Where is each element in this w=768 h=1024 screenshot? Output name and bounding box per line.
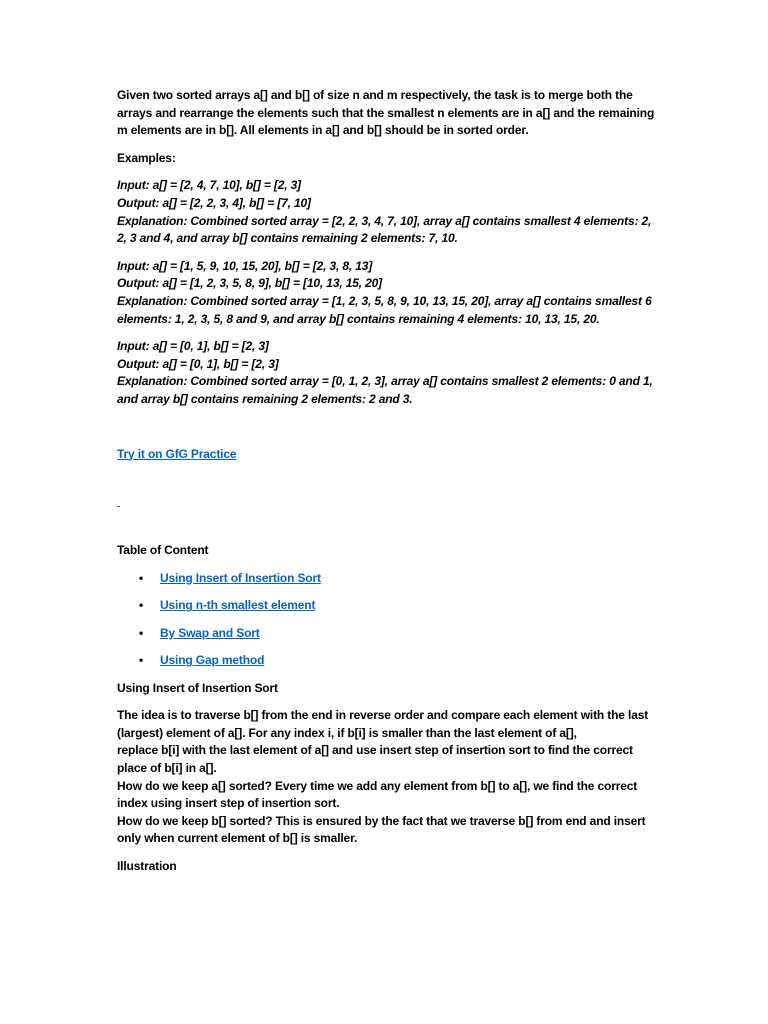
section-line-3: How do we keep a[] sorted? Every time we add any element from b[] to a[], we find the correct index using insert step of insertion sort. (117, 778, 638, 811)
bullet-icon: • (139, 653, 144, 668)
bullet-icon: • (139, 570, 144, 585)
toc-list (117, 570, 657, 680)
document-page (117, 87, 657, 876)
section-body (117, 707, 657, 848)
example-3-explanation: Explanation: Combined sorted array = [0, 1, 2, 3], array a[] contains smallest 2 elements: 0 and 1, and array b[] contains remaining 2 elements: 2 and 3. (117, 374, 653, 406)
example-3-output: Output: a[] = [0, 1], b[] = [2, 3] (117, 356, 279, 371)
empty-link[interactable] (117, 493, 145, 511)
section-line-1: The idea is to traverse b[] from the end in reverse order and compare each element with the last (largest) element of a[]. For any index i, if b[i] is smaller than the last element of a[], (117, 708, 649, 740)
section-heading: Using Insert of Insertion Sort (117, 680, 278, 695)
example-2-input: Input: a[] = [1, 5, 9, 10, 15, 20], b[] = [2, 3, 8, 13] (117, 258, 373, 273)
example-1-output: Output: a[] = [2, 2, 3, 4], b[] = [7, 10] (117, 195, 311, 210)
section-line-4: How do we keep b[] sorted? This is ensured by the fact that we traverse b[] from end and insert only when current element of b[] is smaller. (117, 813, 646, 846)
practice-link-paragraph (117, 446, 657, 464)
toc-item (117, 570, 657, 598)
toc-link-nth-smallest[interactable]: Using n-th smallest element (160, 598, 316, 613)
example-2-explanation: Explanation: Combined sorted array = [1, 2, 3, 5, 8, 9, 10, 13, 15, 20], array a[] contains smallest 6 elements: 1, 2, 3, 5, 8 and 9, and array b[] contains remaining 4 elements: 10, 13, 15, 20. (117, 293, 652, 326)
toc-item (117, 652, 657, 680)
bullet-icon: • (139, 598, 144, 613)
example-3-input: Input: a[] = [0, 1], b[] = [2, 3] (117, 339, 269, 354)
toc-link-insertion-sort[interactable]: Using Insert of Insertion Sort (160, 570, 321, 585)
example-1-input: Input: a[] = [2, 4, 7, 10], b[] = [2, 3] (117, 178, 302, 193)
example-2 (117, 258, 657, 328)
toc-item (117, 597, 657, 625)
example-2-output: Output: a[] = [1, 2, 3, 5, 8, 9], b[] = [10, 13, 15, 20] (117, 276, 383, 291)
toc-heading: Table of Content (117, 543, 209, 558)
intro-paragraph: Given two sorted arrays a[] and b[] of size n and m respectively, the task is to merge both the arrays and rearrange the elements such that the smallest n elements are in a[] and the remaining m elements are in b[]. All elements in a[] and b[] should be in sorted order. (117, 88, 655, 138)
toc-link-gap-method[interactable]: Using Gap method (160, 653, 265, 668)
examples-heading: Examples: (117, 150, 176, 165)
practice-link[interactable]: Try it on GfG Practice (117, 446, 237, 461)
bullet-icon: • (139, 625, 144, 640)
example-3 (117, 338, 657, 408)
illustration-heading: Illustration (117, 859, 177, 874)
example-1 (117, 177, 657, 247)
example-1-explanation: Explanation: Combined sorted array = [2, 2, 3, 4, 7, 10], array a[] contains smallest 4 elements: 2, 2, 3 and 4, and array b[] contains remaining 2 elements: 7, 10. (117, 213, 652, 246)
toc-link-swap-sort[interactable]: By Swap and Sort (160, 625, 260, 640)
toc-item (117, 625, 657, 653)
empty-link-paragraph (117, 493, 657, 511)
section-line-2: replace b[i] with the last element of a[] and use insert step of insertion sort to find the correct place of b[i] in a[]. (117, 743, 633, 776)
